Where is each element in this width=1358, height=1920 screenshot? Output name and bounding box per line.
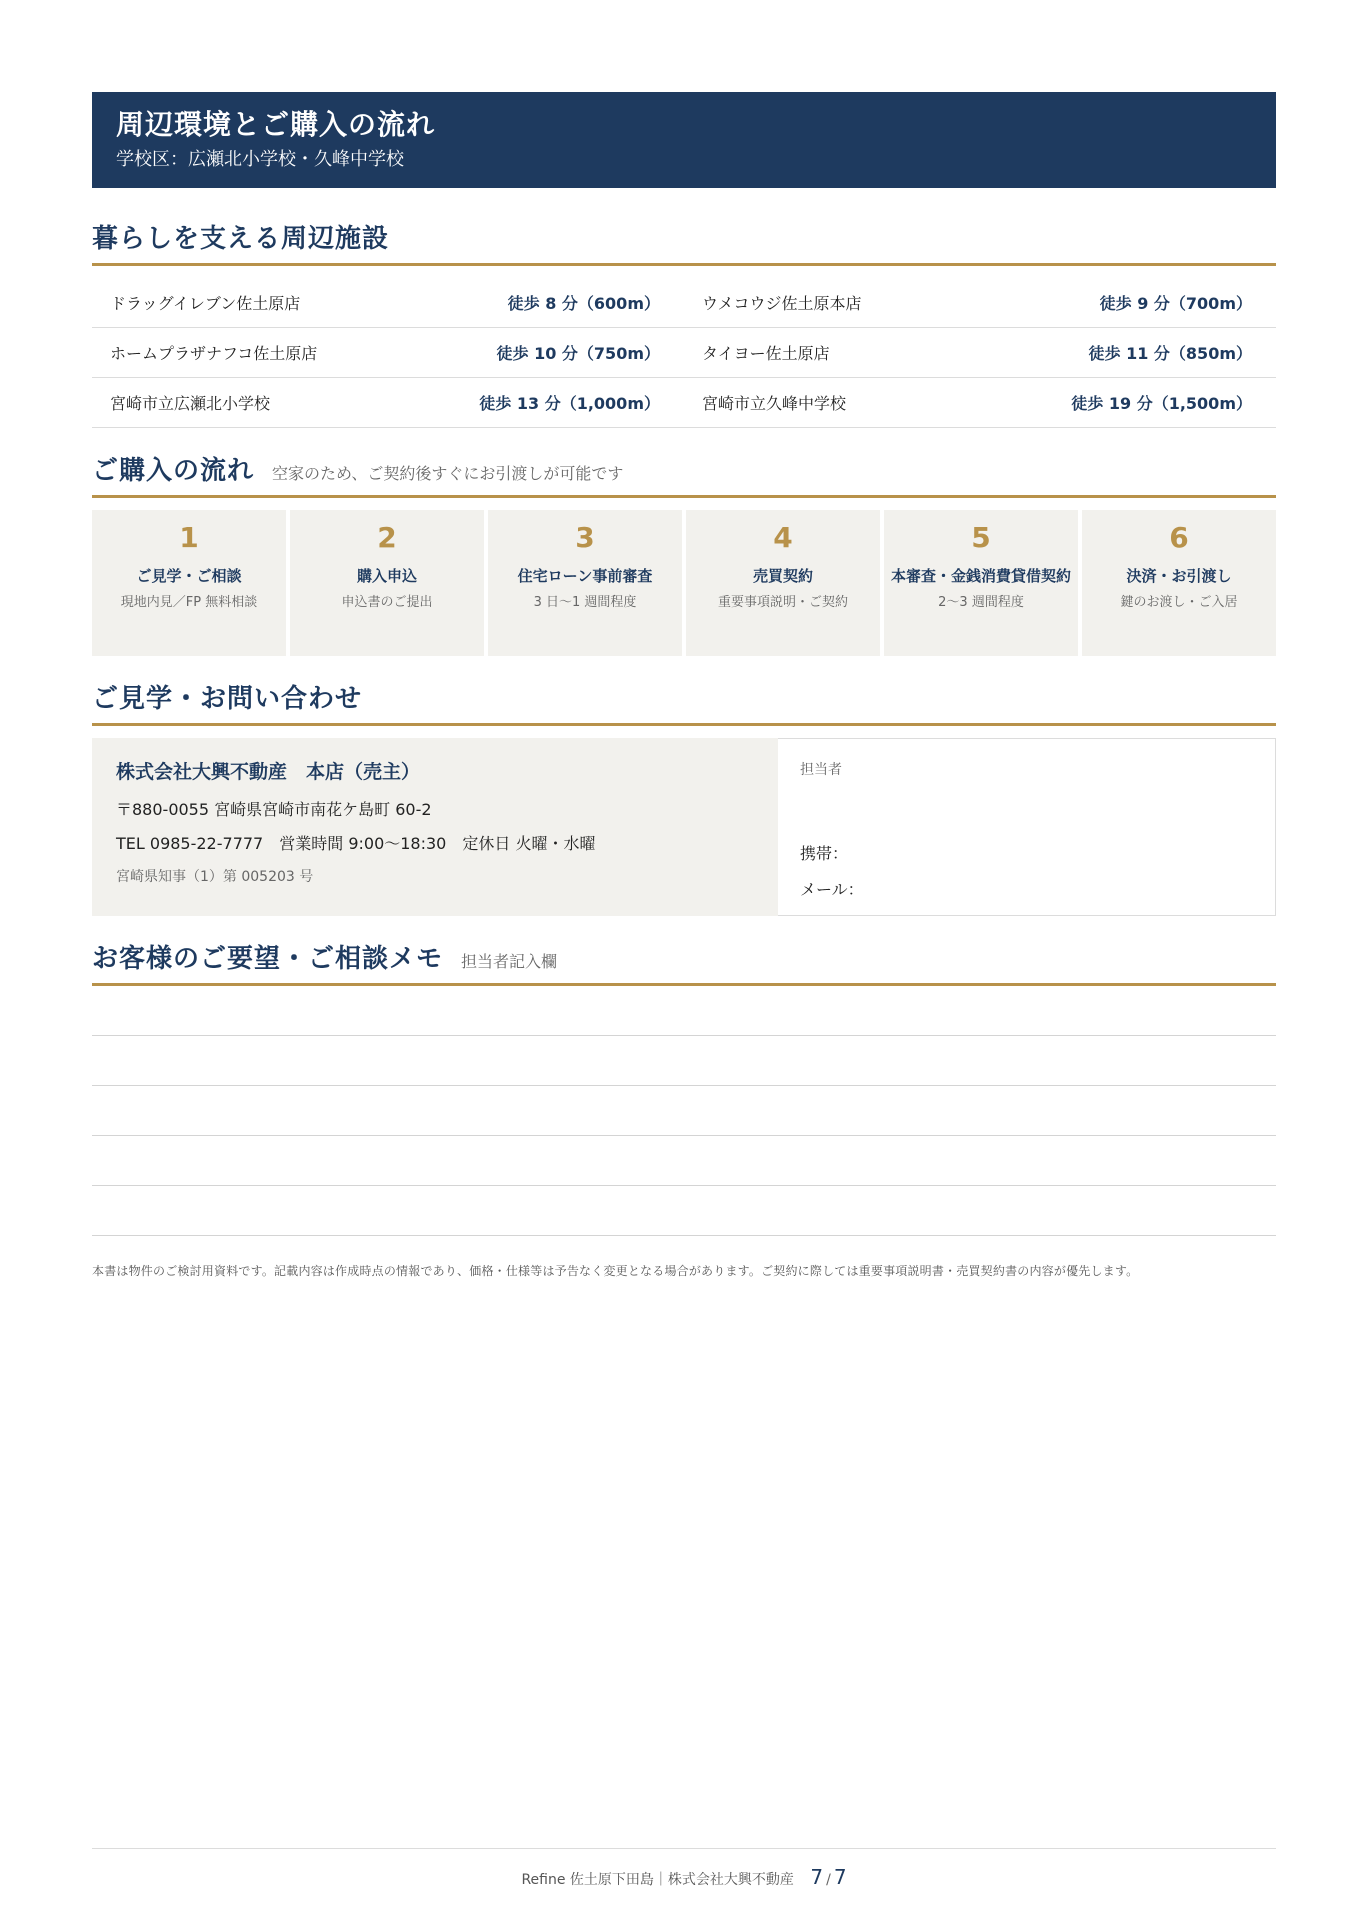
facility-name: ドラッグイレブン佐土原店 — [110, 294, 301, 313]
facility-distance: 徒歩 10 分（750m） — [496, 344, 660, 363]
step-description: 鍵のお渡し・ご入居 — [1120, 595, 1238, 610]
staff-label: 担当者 — [800, 762, 842, 778]
memo-line[interactable] — [92, 1036, 1276, 1086]
facility-distance: 徒歩 19 分（1,500m） — [1071, 394, 1252, 413]
page-header — [92, 92, 1276, 188]
facilities-title: 暮らしを支える周辺施設 — [92, 224, 390, 254]
facility-name: ウメコウジ佐土原本店 — [702, 294, 862, 313]
facility-item — [92, 341, 684, 364]
facility-item — [92, 391, 684, 414]
step-name: 本審査・金銭消費貸借契約 — [890, 567, 1071, 585]
facility-row — [92, 328, 1276, 378]
memo-lines[interactable] — [92, 986, 1276, 1236]
contact-section — [92, 678, 1276, 916]
flow-step — [884, 510, 1078, 656]
step-number: 4 — [773, 521, 793, 554]
facility-distance: 徒歩 9 分（700m） — [1099, 294, 1252, 313]
flow-section — [92, 450, 1276, 656]
flow-step — [488, 510, 682, 656]
email-label: メール： — [800, 880, 864, 899]
page-footer — [92, 1848, 1276, 1889]
memo-line[interactable] — [92, 986, 1276, 1036]
facility-item — [684, 291, 1276, 314]
step-number: 3 — [575, 521, 595, 554]
staff-box — [778, 738, 1276, 916]
step-description: 申込書のご提出 — [341, 595, 433, 610]
step-number: 6 — [1169, 521, 1189, 554]
step-description: 重要事項説明・ご契約 — [717, 595, 848, 610]
flow-step — [1082, 510, 1276, 656]
contact-box — [92, 738, 1276, 916]
step-name: 住宅ローン事前審査 — [517, 567, 653, 585]
step-number: 2 — [377, 521, 397, 554]
page-separator: / — [826, 1872, 831, 1888]
facility-name: タイヨー佐土原店 — [702, 344, 830, 363]
facility-item — [684, 391, 1276, 414]
step-name: 売買契約 — [752, 567, 813, 585]
memo-heading — [92, 938, 1276, 986]
school-district: 学校区：広瀬北小学校・久峰中学校 — [116, 149, 404, 170]
flow-heading — [92, 450, 1276, 498]
flow-step — [92, 510, 286, 656]
flow-note: 空家のため、ご契約後すぐにお引渡しが可能です — [272, 464, 624, 483]
memo-line[interactable] — [92, 1136, 1276, 1186]
facility-row — [92, 278, 1276, 328]
facilities-heading — [92, 218, 1276, 266]
facility-item — [92, 291, 684, 314]
facility-distance: 徒歩 11 分（850m） — [1088, 344, 1252, 363]
facility-distance: 徒歩 13 分（1,000m） — [479, 394, 660, 413]
facility-distance: 徒歩 8 分（600m） — [507, 294, 660, 313]
mobile-label: 携帯： — [800, 844, 849, 863]
step-name: 決済・お引渡し — [1126, 567, 1232, 585]
page-total: 7 — [833, 1865, 847, 1889]
step-description: 2〜3 週間程度 — [938, 595, 1024, 610]
facility-name: 宮崎市立久峰中学校 — [702, 394, 847, 413]
disclaimer: 本書は物件のご検討用資料です。記載内容は作成時点の情報であり、価格・仕様等は予告なく変更となる場合があります。ご契約に際しては重要事項説明書・売買契約書の内容が優先します。 — [92, 1264, 1139, 1278]
memo-title: お客様のご要望・ご相談メモ — [92, 944, 444, 974]
flow-step — [290, 510, 484, 656]
memo-line[interactable] — [92, 1086, 1276, 1136]
footer-text: Refine 佐土原下田島｜株式会社大興不動産 — [521, 1872, 794, 1888]
memo-section — [92, 938, 1276, 1236]
page-title: 周辺環境とご購入の流れ — [116, 108, 436, 141]
flow-step — [686, 510, 880, 656]
facility-item — [684, 341, 1276, 364]
facility-name: 宮崎市立広瀬北小学校 — [110, 394, 271, 413]
step-number: 1 — [179, 521, 199, 554]
facility-row — [92, 378, 1276, 428]
license-number: 宮崎県知事（1）第 005203 号 — [116, 869, 314, 885]
company-info — [92, 738, 778, 916]
contact-heading — [92, 678, 1276, 726]
facilities-section — [92, 218, 1276, 428]
step-name: 購入申込 — [356, 567, 417, 585]
step-description: 現地内見／FP 無料相談 — [120, 595, 258, 610]
step-description: 3 日〜1 週間程度 — [533, 595, 637, 610]
flow-title: ご購入の流れ — [92, 456, 255, 486]
memo-line[interactable] — [92, 1186, 1276, 1236]
facility-name: ホームプラザナフコ佐土原店 — [110, 344, 318, 363]
contact-title: ご見学・お問い合わせ — [92, 684, 363, 714]
memo-note: 担当者記入欄 — [461, 952, 558, 971]
company-name: 株式会社大興不動産 本店（売主） — [116, 761, 421, 783]
company-tel: TEL 0985-22-7777 営業時間 9:00〜18:30 定休日 火曜・水曜 — [116, 834, 596, 853]
step-name: ご見学・ご相談 — [136, 567, 242, 585]
page-number: 7 — [810, 1865, 824, 1889]
company-address: 〒880-0055 宮崎県宮崎市南花ケ島町 60-2 — [116, 800, 432, 819]
step-number: 5 — [971, 521, 991, 554]
flow-steps — [92, 510, 1276, 656]
facilities-table — [92, 278, 1276, 428]
